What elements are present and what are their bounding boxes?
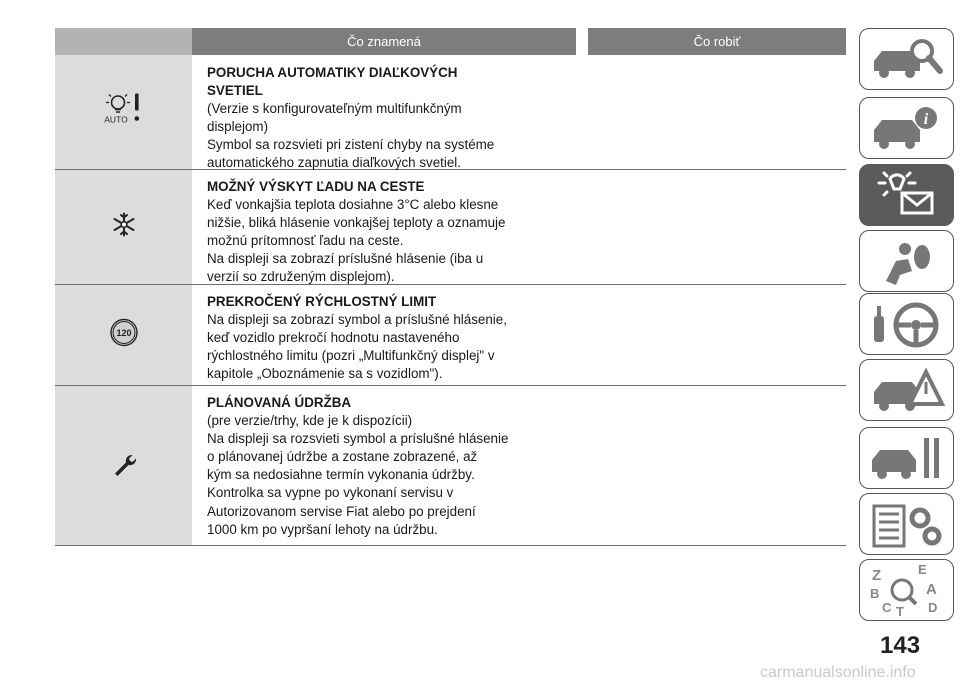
symbol-cell bbox=[55, 386, 192, 545]
index-letter: B bbox=[870, 586, 880, 601]
row-text-line: verzií so združeným displejom). bbox=[207, 269, 395, 285]
row-title-line: PORUCHA AUTOMATIKY DIAĽKOVÝCH bbox=[207, 65, 458, 80]
header-meaning: Čo znamená bbox=[192, 28, 576, 55]
row-title-line: PREKROČENÝ RÝCHLOSTNÝ LIMIT bbox=[207, 294, 437, 309]
index-tab-icon[interactable] bbox=[859, 559, 954, 621]
table-header bbox=[55, 28, 846, 55]
table-row bbox=[55, 170, 846, 285]
row-title-line: SVETIEL bbox=[207, 83, 263, 99]
technical-data-tab-icon[interactable] bbox=[859, 493, 954, 555]
index-letter: E bbox=[918, 562, 927, 577]
meaning-text bbox=[207, 64, 537, 173]
watermark: carmanualsonline.info bbox=[760, 664, 916, 681]
row-text-line: (pre verzie/trhy, kde je k dispozícii) bbox=[207, 413, 413, 429]
index-letter: Z bbox=[872, 567, 882, 584]
row-text-line: nižšie, bliká hlásenie vonkajšej teploty a oznamuje bbox=[207, 215, 506, 231]
row-text-line: Symbol sa rozsvieti pri zistení chyby na systéme bbox=[207, 137, 495, 153]
row-text-line: kapitole „Oboznámenie sa s vozidlom"). bbox=[207, 366, 443, 382]
row-title-line: PLÁNOVANÁ ÚDRŽBA bbox=[207, 395, 352, 410]
index-letter: C bbox=[882, 600, 892, 615]
meaning-text bbox=[207, 178, 537, 287]
table-row bbox=[55, 55, 846, 170]
car-info-tab-icon[interactable] bbox=[859, 97, 954, 159]
car-emergency-tab-icon[interactable] bbox=[859, 359, 954, 421]
row-text-line: Kontrolka sa vypne po vykonaní servisu v bbox=[207, 485, 454, 501]
row-text-line: o plánovanej údržbe a zostane zobrazené, až bbox=[207, 449, 478, 465]
auto-label: AUTO bbox=[103, 114, 128, 125]
row-text-line: Na displeji sa rozsvieti symbol a príslušné hlásenie bbox=[207, 431, 509, 447]
airbag-seat-tab-icon[interactable] bbox=[859, 230, 954, 292]
row-title-line: MOŽNÝ VÝSKYT ĽADU NA CESTE bbox=[207, 179, 425, 194]
index-letter: T bbox=[896, 604, 904, 619]
symbol-cell bbox=[55, 285, 192, 385]
index-letter: D bbox=[928, 600, 938, 615]
header-symbol-cell bbox=[55, 28, 192, 55]
meaning-text bbox=[207, 394, 537, 539]
wrench-icon bbox=[111, 450, 137, 481]
svg-text:i: i bbox=[923, 111, 929, 128]
row-text-line: 1000 km po vypršaní lehoty na údržbu. bbox=[207, 521, 438, 537]
row-text-line: Na displeji sa zobrazí symbol a príslušné hlásenie, bbox=[207, 312, 507, 328]
row-text-line: možnú prítomnosť ľadu na ceste. bbox=[207, 233, 404, 249]
index-letter: A bbox=[926, 581, 937, 598]
car-search-tab-icon[interactable] bbox=[859, 28, 954, 90]
row-text-line: rýchlostného limitu (pozri „Multifunkčný displej" v bbox=[207, 348, 495, 364]
header-action: Čo robiť bbox=[588, 28, 846, 55]
row-text-line: kým sa nedosiahne termín vykonania údržby. bbox=[207, 467, 475, 483]
steering-wheel-key-tab-icon[interactable] bbox=[859, 293, 954, 355]
table-row bbox=[55, 386, 846, 546]
row-text-line: displejom) bbox=[207, 119, 269, 135]
row-text-line: automatického zapnutia diaľkových svetiel. bbox=[207, 155, 462, 171]
table-row bbox=[55, 285, 846, 386]
row-text-line: Keď vonkajšia teplota dosiahne 3°C alebo klesne bbox=[207, 197, 499, 213]
car-maintenance-tab-icon[interactable] bbox=[859, 427, 954, 489]
speed-limit-icon bbox=[109, 318, 139, 353]
row-text-line: keď vozidlo prekročí hodnotu nastaveného bbox=[207, 330, 460, 346]
auto-high-beam-failure-icon bbox=[104, 93, 144, 132]
row-text-line: Na displeji sa zobrazí príslušné hlásenie (iba u bbox=[207, 251, 484, 267]
page-number: 143 bbox=[880, 632, 921, 659]
snowflake-icon bbox=[111, 212, 137, 243]
warning-lights-messages-tab-icon[interactable] bbox=[859, 164, 954, 226]
symbol-cell bbox=[55, 170, 192, 284]
symbol-cell bbox=[55, 55, 192, 169]
row-text-line: (Verzie s konfigurovateľným multifunkčným bbox=[207, 101, 462, 117]
meaning-text bbox=[207, 293, 537, 383]
speed-limit-value: 120 bbox=[115, 328, 132, 338]
row-text-line: Autorizovanom servise Fiat alebo po prejdení bbox=[207, 503, 476, 519]
